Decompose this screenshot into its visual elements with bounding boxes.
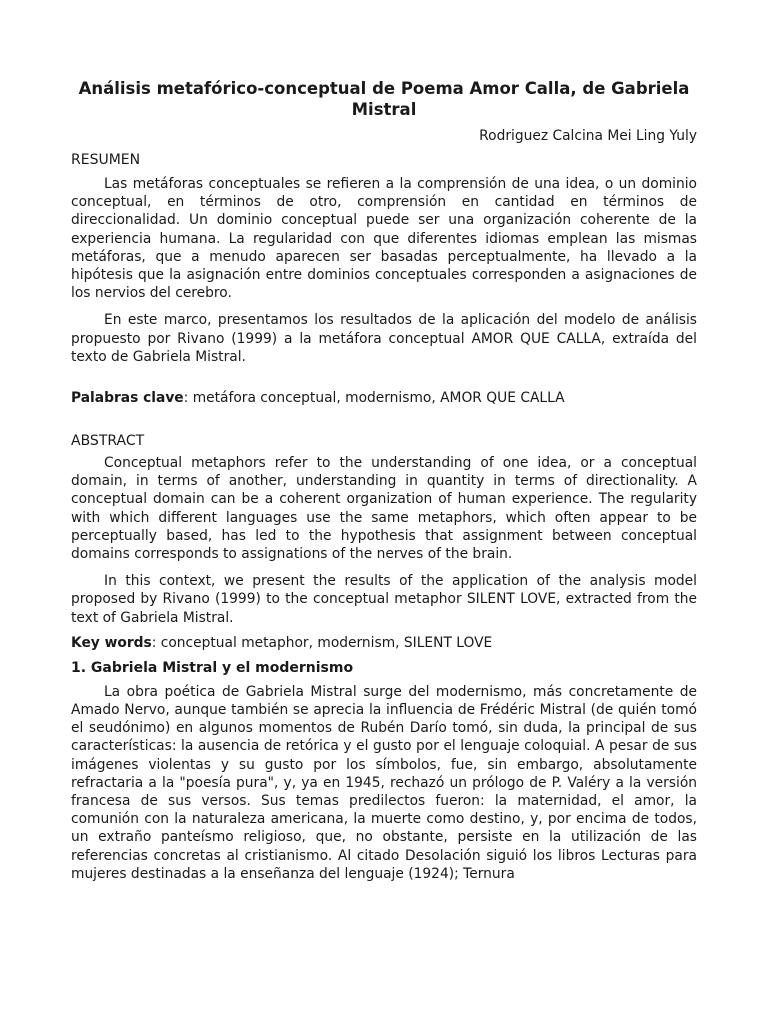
palabras-clave [71, 389, 697, 407]
key-words [71, 634, 697, 652]
document-title: Análisis metafórico-conceptual de Poema Amor Calla, de Gabriela Mistral [78, 79, 690, 119]
section-1-heading: 1. Gabriela Mistral y el modernismo [71, 659, 354, 676]
abstract-paragraph-1: Conceptual metaphors refer to the understanding of one idea, or a conceptual domain, in terms of another, understanding in quantity in terms of directionality. A conceptual domain can be a coherent organization of human experience. The regularity with which different languages use the same metaphors, which often appear to be perceptually based, has led to the hypothesis that assignment between conceptual domains corresponds to assignations of the nerves of the brain. [71, 455, 697, 563]
section-1-paragraph: La obra poética de Gabriela Mistral surge del modernismo, más concretamente de Amado Nervo, aunque también se aprecia la influencia de Frédéric Mistral (de quién tomó el seudónimo) en algunos momentos de Rubén Darío tomó, sin duda, la principal de sus características: la ausencia de retórica y el gusto por el lenguaje coloquial. A pesar de sus imágenes violentas y su gusto por los símbolos, fue, sin embargo, absolutamente refractaria a la "poesía pura", y, ya en 1945, rechazó un prólogo de P. Valéry a la versión francesa de sus versos. Sus temas predilectos fueron: la maternidad, el amor, la comunión con la naturaleza americana, la muerte como destino, y, por encima de todos, un extraño panteísmo religioso, que, no obstante, persiste en la utilización de las referencias concretas al cristianismo. Al citado Desolación siguió los libros Lecturas para mujeres destinadas a la enseñanza del lenguaje (1924); Ternura [71, 683, 697, 882]
resumen-paragraph-1: Las metáforas conceptuales se refieren a la comprensión de una idea, o un dominio conceptual, en términos de otro, comprensión en cantidad en términos de direccionalidad. Un dominio conceptual puede ser una organización coherente de la experiencia humana. La regularidad con que diferentes idiomas emplean las mismas metáforas, que a menudo aparecen ser basadas perceptualmente, ha llevado a la hipótesis que la asignación entre dominios conceptuales corresponden a asignaciones de los nervios del cerebro. [71, 176, 697, 302]
document-page [71, 78, 697, 883]
key-words-label: Key words [71, 634, 152, 651]
abstract-paragraph-2: In this context, we present the results of the application of the analysis model proposed by Rivano (1999) to the conceptual metaphor SILENT LOVE, extracted from the text of Gabriela Mistral. [71, 573, 697, 626]
resumen-paragraph-2: En este marco, presentamos los resultados de la aplicación del modelo de análisis propuesto por Rivano (1999) a la metáfora conceptual AMOR QUE CALLA, extraída del texto de Gabriela Mistral. [71, 312, 697, 365]
abstract-heading: ABSTRACT [71, 433, 145, 450]
palabras-clave-label: Palabras clave [71, 390, 184, 407]
palabras-clave-text: : metáfora conceptual, modernismo, AMOR QUE CALLA [183, 390, 565, 407]
author-name: Rodriguez Calcina Mei Ling Yuly [479, 128, 697, 144]
key-words-text: : conceptual metaphor, modernism, SILENT LOVE [151, 634, 493, 651]
resumen-heading: RESUMEN [71, 152, 141, 168]
